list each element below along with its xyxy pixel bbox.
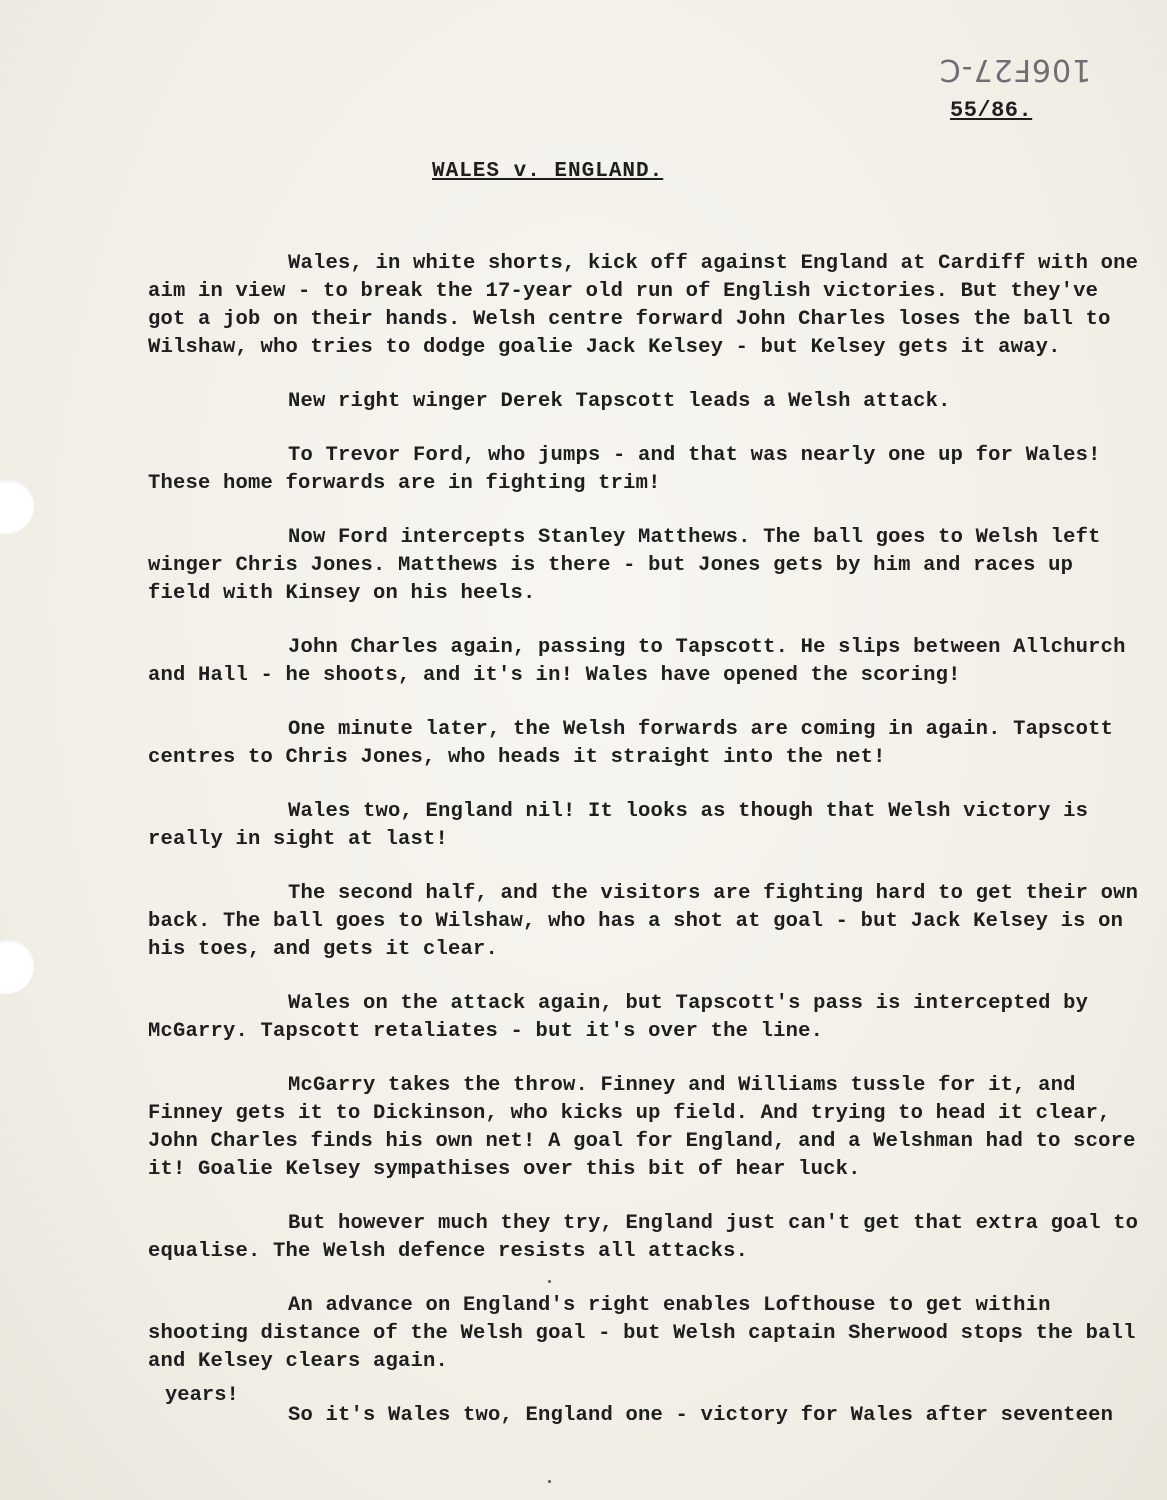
- paragraph-1: Wales, in white shorts, kick off against England at Cardiff with one aim in view - to break the 17-year old run of English victories. But they've got a job on their hands. Welsh centre forward John Charles loses the ball to Wilshaw, who tries to dodge goalie Jack Kelsey - but Kelsey gets it away.: [148, 252, 1139, 359]
- paragraph-2: New right winger Derek Tapscott leads a Welsh attack.: [288, 390, 951, 413]
- paragraph-11: But however much they try, England just can't get that extra goal to equalise. The Welsh defence resists all attacks.: [148, 1212, 1139, 1263]
- paragraph-5: John Charles again, passing to Tapscott. He slips between Allchurch and Hall - he shoots, and it's in! Wales have opened the scoring!: [148, 636, 1126, 687]
- punch-hole-bottom: [0, 938, 34, 994]
- paper-speck: [548, 1280, 551, 1283]
- paragraph-6: One minute later, the Welsh forwards are coming in again. Tapscott centres to Chris Jones, who heads it straight into the net!: [148, 718, 1114, 769]
- paper-speck: [548, 1480, 551, 1483]
- document-number: 55/86.: [950, 98, 1033, 123]
- paragraph-12: An advance on England's right enables Lofthouse to get within shooting distance of the Welsh goal - but Welsh captain Sherwood stops the ball and Kelsey clears again.: [148, 1294, 1136, 1373]
- paragraph-7: Wales two, England nil! It looks as though that Welsh victory is really in sight at last!: [148, 800, 1089, 851]
- closing-word: years!: [165, 1384, 239, 1407]
- punch-hole-top: [0, 478, 34, 534]
- paragraph-13: So it's Wales two, England one - victory for Wales after seventeen: [288, 1404, 1114, 1427]
- paragraph-8: The second half, and the visitors are fighting hard to get their own back. The ball goes to Wilshaw, who has a shot at goal - but Jack Kelsey is on his toes, and gets it clear.: [148, 882, 1139, 961]
- document-title: WALES v. ENGLAND.: [432, 160, 664, 183]
- paragraph-3: To Trevor Ford, who jumps - and that was nearly one up for Wales! These home forwards are in fighting trim!: [148, 444, 1101, 495]
- paragraph-4: Now Ford intercepts Stanley Matthews. The ball goes to Welsh left winger Chris Jones. Matthews is there - but Jones gets by him and races up field with Kinsey on his heels.: [148, 526, 1101, 605]
- paragraph-10: McGarry takes the throw. Finney and Williams tussle for it, and Finney gets it to Dickinson, who kicks up field. And trying to head it clear, John Charles finds his own net! A goal for England, and a Welshman had to score it! Goalie Kelsey sympathises over this bit of hear luck.: [148, 1074, 1136, 1181]
- archive-reference-handwritten: 106F27-C: [938, 52, 1092, 87]
- commentary-body: [148, 250, 1148, 1430]
- paragraph-9: Wales on the attack again, but Tapscott's pass is intercepted by McGarry. Tapscott retaliates - but it's over the line.: [148, 992, 1089, 1043]
